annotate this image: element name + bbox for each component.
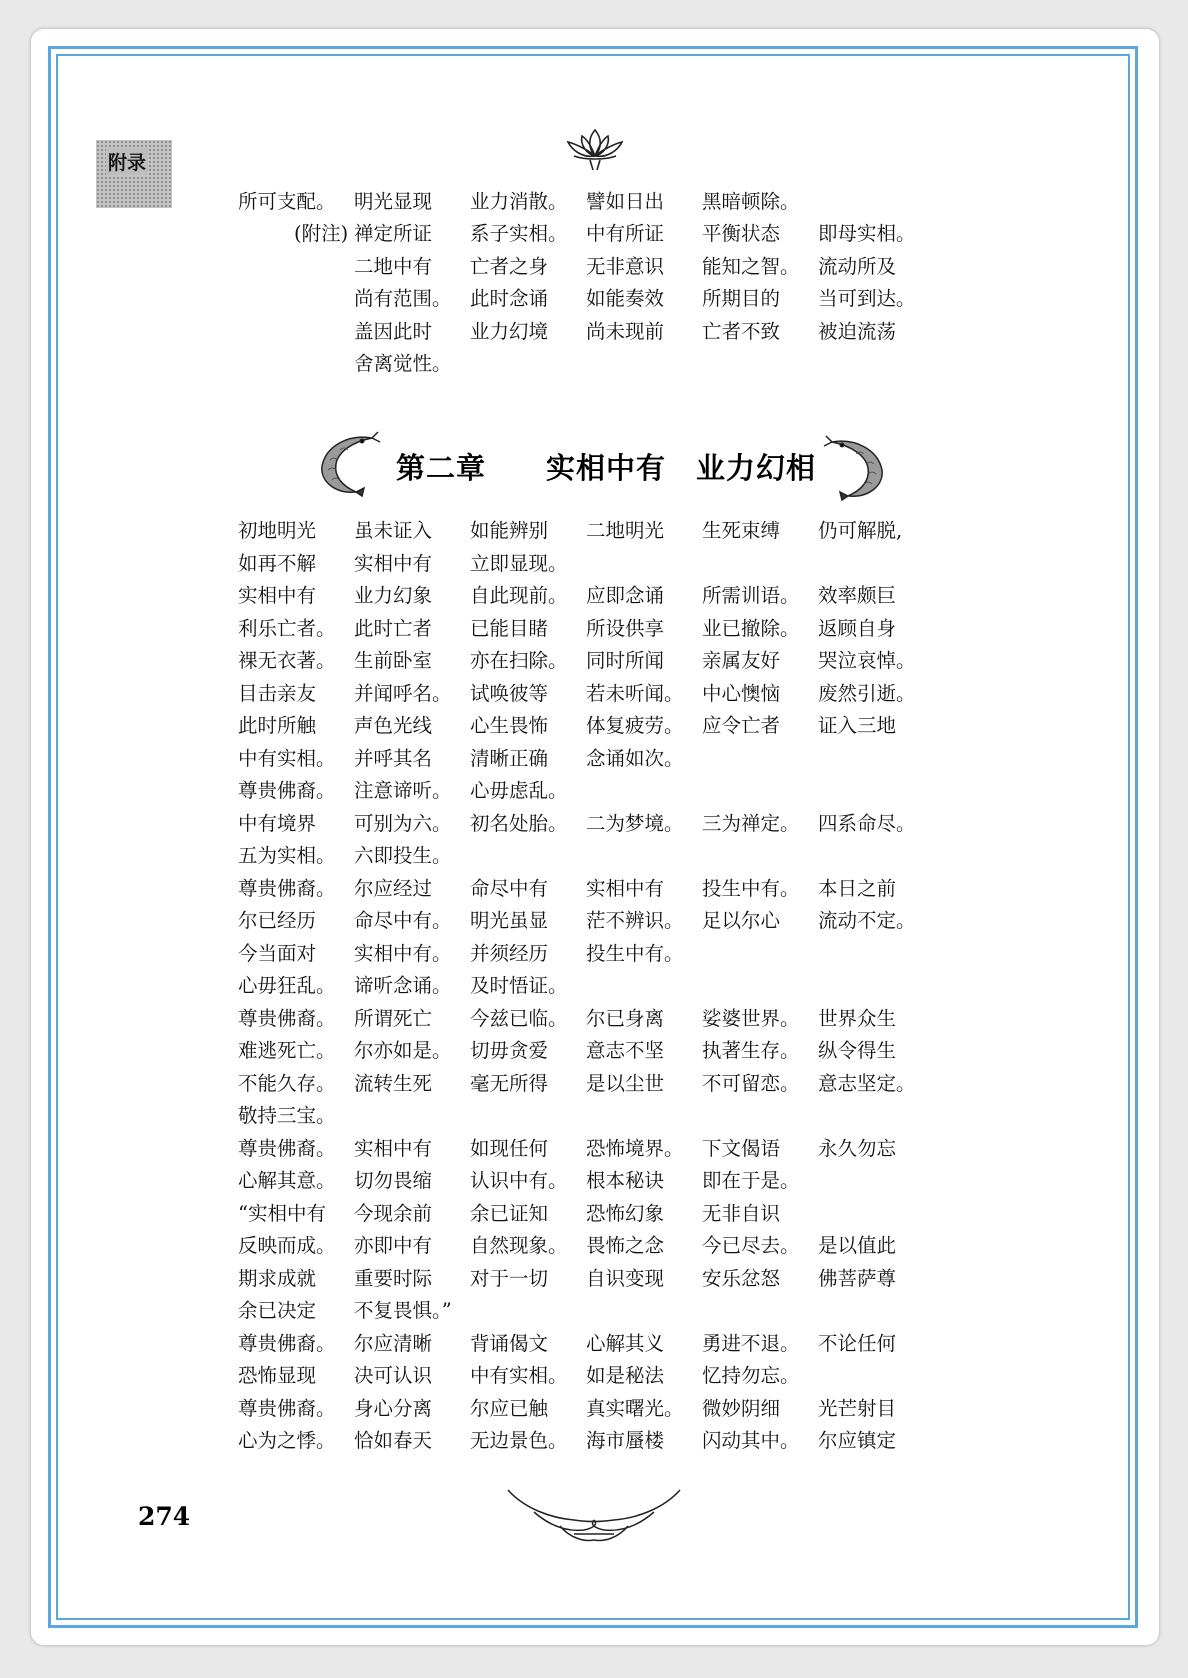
verse-cell: 业力幻境 [470,319,549,343]
folded-hands-icon [504,1482,684,1546]
verse-cell: 三为禅定。 [702,811,800,835]
verse-cell: 切勿畏缩 [354,1169,433,1192]
verse-cell: 中有境界 [238,811,317,835]
verse-cell: 应即念诵 [586,584,665,607]
verse-cell: 无非意识 [586,254,665,278]
verse-cell: 初地明光 [238,519,317,542]
verse-cell: 心为之悸。 [238,1429,336,1452]
verse-cell: 心解其义 [586,1331,665,1355]
verse-cell: 尔应经过 [354,876,433,900]
verse-cell: 虽未证入 [354,519,433,542]
appendix-tab [96,140,172,208]
verse-cell: 身心分离 [354,1396,433,1420]
verse-cell: 哭泣哀悼。 [818,649,916,672]
verse-cell: 仍可解脱, [818,519,903,542]
verse-cell: 忆持勿忘。 [702,1364,800,1387]
verse-cell: 五为实相。 [238,844,336,867]
verse-cell: 畏怖之念 [586,1234,665,1257]
verse-cell: 亡者之身 [470,254,549,278]
verse-cell: 清晰正确 [470,746,549,770]
verse-cell: 应令亡者 [702,714,781,737]
verse-cell: 中心懊恼 [702,681,781,705]
verse-cell: 决可认识 [354,1364,433,1387]
verse-cell: 此时亡者 [354,616,433,640]
verse-cell: 中有实相。 [238,746,336,770]
verse-cell: 业力幻象 [354,584,433,607]
verse-cell: 背诵偈文 [470,1331,549,1355]
verse-cell: 效率颇巨 [818,584,897,607]
verse-cell: 意志不坚 [586,1039,665,1062]
verse-cell: 实相中有 [354,551,433,575]
chapter-heading [312,424,882,504]
verse-cell: 如能辨别 [470,519,549,542]
verse-cell: 禅定所证 [354,222,433,246]
verse-cell: “实相中有 [238,1201,326,1225]
verse-cell: 证入三地 [818,714,897,737]
verse-cell: 若未听闻。 [586,681,684,705]
verse-cell: 今已尽去。 [702,1234,800,1257]
verse-cell: 不复畏惧。” [354,1299,452,1322]
verse-cell: 是以值此 [818,1234,897,1257]
verse-cell: 可别为六。 [354,811,452,835]
verse-cell: 敬持三宝。 [238,1104,336,1127]
verse-cell: 恰如春天 [354,1429,433,1452]
verse-cell: 二为梦境。 [586,811,684,835]
verse-cell: 尊贵佛裔。 [238,779,336,802]
verse-cell: 实相中有 [586,876,665,900]
verse-cell: 黑暗顿除。 [702,190,800,213]
verse-cell: 实相中有。 [354,941,452,965]
verse-cell: 心毋狂乱。 [238,974,336,997]
fish-ornament-right-icon [822,434,892,504]
verse-cell: 中有所证 [586,222,665,246]
verse-cell: 尚有范围。 [354,287,452,311]
verse-cell: 二地明光 [586,519,665,542]
verse-cell: 裸无衣著。 [238,649,336,672]
verse-cell: 声色光线 [354,714,433,737]
verse-cell: 此时所触 [238,714,317,737]
verse-cell: 六即投生。 [354,844,452,867]
verse-cell: 真实曙光。 [586,1396,684,1420]
verse-cell: 已能目睹 [470,616,549,640]
verse-cell: 所设供享 [586,616,665,640]
appendix-label: 附录 [106,148,148,175]
verse-cell: 如现任何 [470,1136,549,1160]
verse-cell: 即母实相。 [818,222,916,246]
verse-cell: 中有实相。 [470,1364,568,1387]
verse-cell: 业已撤除。 [702,616,800,640]
verse-cell: 自此现前。 [470,584,568,607]
verse-cell: 下文偈语 [702,1136,781,1160]
verse-cell: 纵令得生 [818,1039,897,1062]
verse-cell: 尔应镇定 [818,1429,897,1452]
verse-cell: 佛菩萨尊 [818,1266,897,1290]
verse-cell: 余已决定 [238,1299,317,1322]
verse-cell: 心生畏怖 [470,714,549,737]
verse-cell: 不能久存。 [238,1071,336,1095]
verse-cell: 意志坚定。 [818,1071,916,1095]
verse-cell: 注意谛听。 [354,779,452,802]
verse-cell: 生前卧室 [354,649,433,672]
verse-cell: 尊贵佛裔。 [238,1006,336,1030]
verse-cell: 被迫流荡 [818,319,897,343]
verse-cell: 譬如日出 [586,190,665,213]
verse-cell: 系子实相。 [470,222,568,246]
verse-cell: 能知之智。 [702,254,800,278]
verse-cell: 安乐忿怒 [702,1266,781,1290]
verse-cell: 生死束缚 [702,519,781,542]
verse-cell: 亦即中有 [354,1234,433,1257]
chapter-title: 第二章 实相中有 业力幻相 [396,451,817,485]
verse-cell: 立即显现。 [470,551,568,575]
verse-cell: 反映而成。 [238,1234,336,1257]
verse-cell: 尔应清晰 [354,1331,433,1355]
verse-cell: 今当面对 [238,941,317,965]
verse-cell: 亡者不致 [702,319,781,343]
verse-cell: 尔已经历 [238,909,317,932]
verse-cell: 期求成就 [238,1266,317,1290]
lotus-icon [560,126,630,172]
verse-cell: 海市蜃楼 [586,1429,665,1452]
verse-cell: 盖因此时 [354,319,433,343]
verse-cell: 恐怖幻象 [586,1201,665,1225]
verse-cell: 投生中有。 [586,941,684,965]
verse-cell: 本日之前 [818,876,897,900]
verse-cell: 及时悟证。 [470,974,568,997]
verse-cell: 微妙阴细 [702,1396,781,1420]
verse-cell: 毫无所得 [470,1071,549,1095]
verse-cell: 平衡状态 [702,222,781,246]
verse-cell: 如再不解 [238,551,317,575]
verse-cell: 是以尘世 [586,1071,665,1095]
verse-cell: 所期目的 [702,287,781,311]
verse-cell: 念诵如次。 [586,746,684,770]
verse-cell: 如能奏效 [586,287,665,311]
verse-cell: 自识变现 [586,1266,665,1290]
verse-cell: 娑婆世界。 [702,1006,800,1030]
verse-cell: 今现余前 [354,1201,433,1225]
verse-cell: 根本秘诀 [586,1169,665,1192]
verse-cell: 试唤彼等 [470,681,549,705]
verse-cell: 自然现象。 [470,1234,568,1257]
verse-cell: 业力消散。 [470,190,568,213]
verse-cell: 所谓死亡 [354,1006,433,1030]
verse-cell: 心解其意。 [238,1169,336,1192]
verse-cell: 尔已身离 [586,1006,665,1030]
verse-cell: 明光显现 [354,190,433,213]
fish-ornament-left-icon [312,430,382,500]
verse-cell: 难逃死亡。 [238,1039,336,1062]
verse-cell: 无边景色。 [470,1429,568,1452]
verse-cell: 四系命尽。 [818,811,916,835]
note-marker: (附注) [294,222,349,246]
page-number: 274 [138,1502,191,1531]
verse-cell: 尊贵佛裔。 [238,876,336,900]
verse-cell: 舍离觉性。 [354,351,452,375]
verse-cell: 闪动其中。 [702,1429,800,1452]
verse-cell: 切毋贪爱 [470,1039,549,1062]
verse-cell: 恐怖显现 [238,1364,317,1387]
verse-cell: 谛听念诵。 [354,974,452,997]
verse-cell: 不可留恋。 [702,1071,800,1095]
verse-cell: 并闻呼名。 [354,681,452,705]
verse-cell: 流动不定。 [818,909,916,932]
verse-cell: 永久勿忘 [818,1136,897,1160]
verse-cell: 体复疲劳。 [586,714,684,737]
verse-cell: 重要时际 [354,1266,433,1290]
verse-cell: 并呼其名 [354,746,433,770]
verse-cell: 如是秘法 [586,1364,665,1387]
verse-cell: 返顾自身 [818,616,897,640]
verse-cell: 世界众生 [818,1006,897,1030]
verse-cell: 当可到达。 [818,287,916,311]
verse-cell: 尊贵佛裔。 [238,1331,336,1355]
verse-cell: 对于一切 [470,1266,549,1290]
verse-cell: 流转生死 [354,1071,433,1095]
verse-cell: 执著生存。 [702,1039,800,1062]
verse-cell: 尚未现前 [586,319,665,343]
verse-cell: 目击亲友 [238,681,317,705]
verse-cell: 命尽中有。 [354,909,452,932]
verse-cell: 尔亦如是。 [354,1039,452,1062]
verse-cell: 不论任何 [818,1331,897,1355]
verse-cell: 尔应已触 [470,1396,549,1420]
verse-cell: 亦在扫除。 [470,649,568,672]
verse-cell: 利乐亡者。 [238,616,336,640]
verse-cell: 足以尔心 [702,909,781,932]
verse-cell: 勇进不退。 [702,1331,800,1355]
verse-cell: 流动所及 [818,254,897,278]
verse-cell: 实相中有 [354,1136,433,1160]
verse-cell: 心毋虑乱。 [470,779,568,802]
verse-cell: 今兹已临。 [470,1006,568,1030]
verse-cell: 亲属友好 [702,649,781,672]
verse-cell: 所可支配。 [238,190,336,213]
verse-cell: 此时念诵 [470,287,549,311]
verse-cell: 无非自识 [702,1201,781,1225]
verse-cell: 实相中有 [238,584,317,607]
verse-cell: 认识中有。 [470,1169,568,1192]
verse-cell: 二地中有 [354,254,433,278]
verse-cell: 所需训语。 [702,584,800,607]
verse-cell: 恐怖境界。 [586,1136,684,1160]
verse-cell: 光芒射目 [818,1396,897,1420]
verse-cell: 并须经历 [470,941,549,965]
verse-cell: 茫不辨识。 [586,909,684,932]
verse-cell: 尊贵佛裔。 [238,1396,336,1420]
verse-cell: 尊贵佛裔。 [238,1136,336,1160]
verse-cell: 余已证知 [470,1201,549,1225]
verse-cell: 同时所闻 [586,649,665,672]
verse-cell: 命尽中有 [470,876,549,900]
verse-cell: 投生中有。 [702,876,800,900]
verse-cell: 即在于是。 [702,1169,800,1192]
verse-cell: 明光虽显 [470,909,549,932]
verse-cell: 废然引逝。 [818,681,916,705]
verse-cell: 初名处胎。 [470,811,568,835]
